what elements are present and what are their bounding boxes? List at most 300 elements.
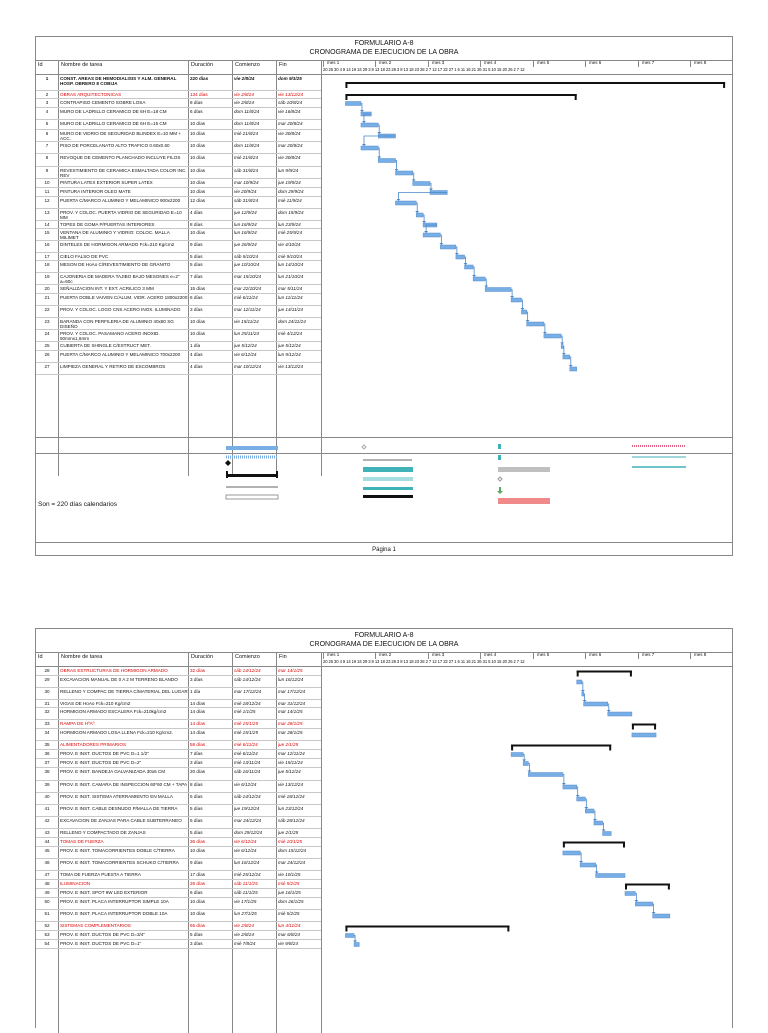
timeline-month-label: mes 7: [642, 60, 655, 65]
cell-name: PROV. Y COLOC. LOGO CNS ACERO INOX. ILUMINADO: [60, 307, 181, 312]
cell-id: 38: [44, 769, 50, 774]
cell-start: vie 2/8/24: [234, 76, 255, 81]
cell-end: vie 10/1/25: [278, 872, 301, 877]
cell-name: PINTURA INTERIOR OLEO MATE: [60, 189, 131, 194]
cell-dur: 17 días: [190, 872, 206, 877]
cell-start: mié 1/1/25: [234, 709, 256, 714]
cell-end: jue 14/11/24: [278, 307, 303, 312]
cell-start: mar 10/9/24: [234, 180, 259, 185]
cell-name: HORMIGON ARMADO ESCALERA Fck=210kg/cm2: [60, 709, 167, 714]
timeline-month-label: mes 5: [537, 652, 550, 657]
timeline-month-label: mes 8: [694, 652, 707, 657]
page-footer: Página 1: [372, 547, 396, 553]
cell-end: dom 24/11/24: [278, 319, 306, 324]
gantt-chart-area: [36, 629, 734, 1029]
task-bar: [585, 809, 594, 813]
cell-id: 42: [44, 818, 50, 823]
legend-note: Son = 220 días calendarios: [38, 501, 117, 508]
summary-bar-end: [511, 745, 513, 751]
cell-id: 1: [45, 76, 49, 81]
cell-start: mié 21/8/24: [234, 131, 259, 136]
cell-end: dom 15/9/24: [278, 210, 304, 215]
cell-dur: 10 días: [190, 911, 206, 916]
header-end: Fin: [279, 654, 287, 660]
legend: [36, 37, 734, 557]
summary-bar-end: [625, 884, 627, 890]
legend-duration-only: [363, 477, 413, 481]
cell-dur: 4 días: [190, 364, 203, 369]
cell-id: 30: [44, 689, 50, 694]
cell-end: mar 5/11/24: [278, 286, 303, 291]
cell-dur: 14 días: [190, 701, 206, 706]
cell-id: 24: [44, 331, 50, 336]
header-name: Nombre de tarea: [61, 654, 103, 660]
cell-start: mié 13/11/24: [234, 760, 261, 765]
task-bar: [582, 692, 584, 696]
cell-id: 10: [44, 180, 50, 185]
dependency-arrow: [602, 830, 606, 832]
task-bar: [563, 785, 577, 789]
cell-id: 53: [44, 932, 50, 937]
legend-inactive-milestone: [362, 445, 366, 449]
cell-start: lun 16/12/24: [234, 860, 260, 865]
cell-name: DINTELES DE HORMIGON ARMADO Fck=210 Kg/cm2: [60, 242, 175, 247]
cell-name: EXCAVACION MANUAL DE 0 A 2 M TERRENO BLANDO: [60, 677, 178, 682]
cell-dur: 14 días: [190, 709, 206, 714]
cell-start: lun 16/9/24: [234, 222, 257, 227]
cell-end: lun 14/10/24: [278, 262, 304, 267]
cell-name: TOMA DE FUERZA PUESTA A TIERRA: [60, 872, 141, 877]
cell-name: PROV. E INST. SISTEMA ATERRAMIENTO EN MALLA: [60, 794, 173, 799]
cell-name: PROV. Y COLOC. PUERTA VIDRIO DE SEGURIDAD E=10 MM: [60, 210, 182, 221]
cell-start: mié 7/8/24: [234, 941, 256, 946]
cell-id: 50: [44, 899, 50, 904]
cell-name: PROV. E INST. CABLE DESNUDO P/MALLA DE TIERRA: [60, 806, 178, 811]
cell-id: 5: [45, 121, 49, 126]
cell-id: 28: [44, 668, 50, 673]
cell-dur: 3 días: [190, 307, 203, 312]
cell-end: jue 16/1/25: [278, 890, 301, 895]
cell-start: sáb 14/12/24: [234, 794, 261, 799]
cell-dur: 9 días: [190, 242, 203, 247]
cell-id: 9: [45, 168, 49, 173]
cell-end: vie 13/12/24: [278, 92, 304, 97]
cell-name: ALIMENTADORES PRIMARIOS: [60, 742, 127, 747]
cell-end: mié 18/12/24: [278, 794, 305, 799]
cell-dur: 36 días: [190, 839, 206, 844]
cell-id: 33: [44, 721, 50, 726]
dependency-arrow: [583, 700, 587, 702]
summary-bar: [632, 724, 656, 726]
cell-id: 23: [44, 319, 50, 324]
cell-id: 6: [45, 131, 49, 136]
cell-start: mar 17/12/24: [234, 689, 262, 694]
cell-start: mié 18/12/24: [234, 701, 261, 706]
cell-dur: 3 días: [190, 941, 203, 946]
task-bar: [608, 712, 632, 716]
cell-id: 49: [44, 890, 50, 895]
timeline-month-label: mes 4: [484, 652, 497, 657]
cell-end: sáb 28/12/24: [278, 818, 305, 823]
cell-name: PROV. E INST. DUCTOS DE PVC D=1": [60, 941, 142, 946]
dependency-arrow: [607, 710, 611, 712]
cell-id: 51: [44, 911, 50, 916]
cell-name: MURO DE LADRILLO CERAMICO DE 6H E=15 CM: [60, 121, 167, 126]
cell-name: PROV. Y COLOC. PASAMANO ACERO INOXID. 50mmx1,6mm: [60, 331, 160, 342]
legend-manual-summary: [363, 495, 413, 498]
cell-dur: 3 días: [190, 677, 203, 682]
cell-end: mar 28/1/25: [278, 721, 303, 726]
cell-id: 32: [44, 709, 50, 714]
cell-id: 48: [44, 881, 50, 886]
gantt-page-1: [35, 36, 733, 556]
cell-id: 46: [44, 860, 50, 865]
legend-deadline-icon: [497, 487, 503, 494]
cell-name: MURO DE VIDRIO DE SEGURIDAD BLINDEX E=10 MM + ACC.: [60, 131, 181, 142]
cell-start: jue 26/9/24: [234, 242, 257, 247]
cell-dur: 6 días: [190, 890, 203, 895]
gantt-page-2: [35, 628, 733, 1028]
cell-start: dom 11/8/24: [234, 121, 260, 126]
cell-dur: 9 días: [190, 860, 203, 865]
cell-end: jue 5/12/24: [278, 769, 301, 774]
legend-milestone: [225, 460, 231, 466]
summary-bar-end: [507, 926, 509, 932]
cell-id: 16: [44, 242, 50, 247]
cell-id: 15: [44, 230, 50, 235]
cell-start: mié 25/12/24: [234, 872, 261, 877]
cell-start: sáb 14/12/24: [234, 668, 261, 673]
cell-dur: 6 días: [190, 295, 203, 300]
cell-dur: 8 días: [190, 782, 203, 787]
cell-start: mar 15/10/24: [234, 274, 262, 279]
legend-inactive-task: [226, 495, 278, 499]
cell-start: dom 11/8/24: [234, 109, 260, 114]
cell-end: mar 12/11/24: [278, 751, 305, 756]
summary-bar-end: [630, 671, 632, 677]
task-bar: [577, 680, 582, 684]
cell-name: PROV. E INST. DUCTOS DE PVC D=1 1/2": [60, 751, 149, 756]
cell-end: vie 30/8/24: [278, 155, 301, 160]
cell-name: PROV. E INST. PLACA INTERRUPTOR SIMPLE 10A: [60, 899, 169, 904]
cell-dur: 8 días: [190, 222, 203, 227]
cell-id: 4: [45, 109, 49, 114]
cell-dur: 8 días: [190, 100, 203, 105]
cell-start: mié 21/8/24: [234, 155, 259, 160]
cell-name: REVESTIMIENTO DE CERAMICA ESMALTADA COLOR INC. REV: [60, 168, 187, 179]
cell-name: VIGAS DE HoAo Fck=210 Kg/cm2: [60, 701, 131, 706]
cell-start: sáb 11/1/25: [234, 881, 258, 886]
cell-name: TOPES DE GOMA P/PUERTAS INTERIORES: [60, 222, 155, 227]
cell-id: 37: [44, 760, 50, 765]
cell-dur: 14 días: [190, 721, 206, 726]
cell-name: CONST. AREAS DE HEMODIALISIS Y ALM. GENERAL HOSP. OBRERO 8 COBIJA: [60, 76, 177, 87]
cell-start: sáb 31/8/24: [234, 168, 259, 173]
timeline-month-label: mes 5: [537, 60, 550, 65]
cell-name: PISO DE PORCELANATO ALTO TRAFICO 0.60x0.60: [60, 143, 170, 148]
cell-end: vie 9/8/24: [278, 941, 298, 946]
cell-start: vie 17/1/25: [234, 899, 257, 904]
cell-end: lun 21/10/24: [278, 274, 304, 279]
timeline-month-label: mes 1: [327, 60, 340, 65]
cell-dur: 3 días: [190, 760, 203, 765]
cell-dur: 10 días: [190, 143, 206, 148]
cell-dur: 10 días: [190, 319, 206, 324]
cell-start: sáb 31/8/24: [234, 198, 259, 203]
cell-dur: 10 días: [190, 331, 206, 336]
cell-start: vie 6/12/24: [234, 848, 257, 853]
timeline-month-label: mes 2: [379, 60, 392, 65]
legend-critical: [498, 498, 550, 504]
cell-start: lun 27/1/25: [234, 911, 257, 916]
cell-end: mar 14/1/25: [278, 709, 303, 714]
cell-dur: 5 días: [190, 932, 203, 937]
cell-start: dom 11/8/24: [234, 143, 260, 148]
cell-start: vie 2/8/24: [234, 932, 254, 937]
cell-dur: 10 días: [190, 899, 206, 904]
cell-start: sáb 14/12/24: [234, 677, 261, 682]
header-name: Nombre de tarea: [61, 62, 103, 68]
cell-id: 34: [44, 730, 50, 735]
cell-end: lun 9/9/24: [278, 168, 299, 173]
cell-name: PROV. E INST. TOMACORRIENTES SCHUKO C/TIERRA: [60, 860, 179, 865]
cell-dur: 10 días: [190, 131, 206, 136]
summary-bar: [563, 842, 625, 844]
cell-start: sáb 16/11/24: [234, 769, 261, 774]
cell-end: mar 20/8/24: [278, 121, 303, 126]
cell-end: vie 16/8/24: [278, 109, 301, 114]
cell-end: mié 11/9/24: [278, 198, 302, 203]
cell-start: jue 5/12/24: [234, 343, 257, 348]
cell-id: 45: [44, 848, 50, 853]
cell-id: 11: [44, 189, 50, 194]
cell-dur: 5 días: [190, 830, 203, 835]
legend-summary: [226, 474, 278, 477]
timeline-days: 20 25 30 4 9 14 19 24 29 3 8 13 18 23 28 3 8 13 18 23 28 2 7 12 17 22 27 1 6 11 16 21 26 31 5 10 15 20 25 2 7 12: [323, 67, 525, 72]
timeline-days: 20 25 30 4 9 14 19 24 29 3 8 13 18 23 28 3 8 13 18 23 28 2 7 12 17 22 27 1 6 11 16 21 26 31 5 10 15 20 25 2 7 12: [323, 659, 525, 664]
cell-dur: 15 días: [190, 286, 206, 291]
cell-name: BARANDA CON PERFILERIA DE ALUMINIO 40x80 SG DISEÑO: [60, 319, 174, 330]
cell-id: 18: [44, 262, 50, 267]
cell-start: mar 10/12/24: [234, 364, 262, 369]
task-bar: [596, 874, 625, 878]
cell-end: vie 30/8/24: [278, 131, 301, 136]
cell-name: REVOQUE DE CEMENTO PLANCHADO INCLUYE FILOS: [60, 155, 181, 160]
cell-name: MESON DE HoAo C/REVESTIMIENTO DE GRANITO: [60, 262, 171, 267]
cell-dur: 7 días: [190, 751, 203, 756]
header-start: Comienzo: [235, 62, 260, 68]
cell-dur: 5 días: [190, 262, 203, 267]
cell-id: 2: [45, 92, 49, 97]
summary-bar: [625, 884, 670, 886]
cell-name: CUBIERTA DE SHINGLE C/ESTRUCT MET.: [60, 343, 151, 348]
cell-end: mar 17/12/24: [278, 689, 306, 694]
cell-start: vie 2/8/24: [234, 92, 254, 97]
header-duration: Duración: [191, 62, 214, 68]
summary-bar: [345, 926, 509, 928]
cell-dur: 5 días: [190, 794, 203, 799]
cell-name: PROV. E INST. DUCTOS DE PVC D=2": [60, 760, 142, 765]
cell-end: jue 2/1/25: [278, 742, 299, 747]
cell-name: MURO DE LADRILLO CERAMICO DE 6H E=18 CM: [60, 109, 167, 114]
cell-name: VENTANA DE ALUMINIO Y VIDRIO: COLOC. MALLA MILIMET: [60, 230, 170, 241]
cell-end: mié 5/2/25: [278, 911, 300, 916]
header-id: Id: [38, 654, 43, 660]
cell-end: dom 9/3/25: [278, 76, 302, 81]
cell-end: sáb 10/8/24: [278, 100, 303, 105]
timeline-month-label: mes 6: [589, 60, 602, 65]
task-bar: [594, 821, 603, 825]
task-bar: [603, 832, 612, 836]
cell-dur: 26 días: [190, 881, 206, 886]
cell-id: 20: [44, 286, 50, 291]
cell-name: LIMPIEZA GENERAL Y RETIRO DE ESCOMBROS: [60, 364, 166, 369]
dependency-arrow: [584, 807, 588, 809]
cell-end: dom 15/12/24: [278, 848, 307, 853]
task-bar: [653, 914, 670, 918]
cell-end: jue 2/1/25: [278, 830, 299, 835]
cell-end: lun 16/12/24: [278, 677, 304, 682]
cell-dur: 10 días: [190, 848, 206, 853]
dependency-arrow: [562, 783, 566, 785]
header-end: Fin: [279, 62, 287, 68]
timeline-month-label: mes 4: [484, 60, 497, 65]
cell-start: vie 2/8/24: [234, 100, 254, 105]
cell-dur: 5 días: [190, 254, 203, 259]
form-title: FORMULARIO A-8: [354, 40, 414, 47]
cell-dur: 32 días: [190, 668, 206, 673]
cell-start: jue 12/9/24: [234, 210, 257, 215]
cell-name: PUERTA C/MARCO ALUMINIO Y MELAMINICO 700x2200: [60, 352, 181, 357]
cell-dur: 10 días: [190, 189, 206, 194]
dependency-arrow: [579, 861, 583, 863]
cell-name: SISTEMAS COMPLEMENTARIOS: [60, 923, 131, 928]
cell-name: RAMPA DE HºAº: [60, 721, 95, 726]
dependency-arrow: [634, 900, 638, 902]
cell-name: OBRAS ARQUITECTONICAS: [60, 92, 122, 97]
cell-start: dom 29/12/24: [234, 830, 263, 835]
cell-start: vie 2/8/24: [234, 923, 254, 928]
cell-dur: 10 días: [190, 180, 206, 185]
cell-dur: 10 días: [190, 121, 206, 126]
dependency-arrow: [652, 912, 656, 914]
timeline-month-label: mes 2: [379, 652, 392, 657]
cell-dur: 1 día: [190, 689, 201, 694]
summary-bar: [511, 745, 611, 747]
task-bar: [345, 934, 354, 938]
cell-dur: 7 días: [190, 274, 203, 279]
form-subtitle: CRONOGRAMA DE EJECUCION DE LA OBRA: [309, 641, 459, 648]
task-bar: [577, 797, 586, 801]
cell-dur: 1 día: [190, 343, 201, 348]
cell-id: 35: [44, 742, 50, 747]
summary-bar-end: [654, 724, 656, 730]
cell-start: jue 10/10/24: [234, 262, 260, 267]
cell-id: 36: [44, 751, 50, 756]
cell-dur: 5 días: [190, 806, 203, 811]
cell-end: lun 23/12/24: [278, 806, 304, 811]
cell-id: 17: [44, 254, 50, 259]
cell-end: vie 15/11/24: [278, 760, 303, 765]
cell-end: dom 26/1/25: [278, 899, 304, 904]
cell-start: vie 15/11/24: [234, 319, 259, 324]
cell-end: mié 5/2/25: [278, 881, 300, 886]
task-bar: [563, 851, 580, 855]
cell-start: mié 6/11/24: [234, 751, 258, 756]
cell-name: CAJONERIA DE MADERA TAJIBO BAJO MESONES e=2" a=60c: [60, 274, 180, 285]
legend-external-tasks: [498, 467, 550, 472]
task-bar: [635, 902, 652, 906]
cell-name: SEÑALIZACION INT. Y EXT. ACRILICO 3 MM: [60, 286, 154, 291]
cell-end: vie 13/12/24: [278, 782, 304, 787]
cell-start: mar 22/10/24: [234, 286, 262, 291]
summary-bar-end: [577, 671, 579, 677]
dependency-arrow: [522, 760, 526, 762]
cell-dur: 10 días: [190, 230, 206, 235]
cell-id: 39: [44, 782, 50, 787]
dependency-arrow: [353, 941, 357, 943]
cell-id: 12: [44, 198, 50, 203]
cell-end: mar 28/1/25: [278, 730, 303, 735]
cell-name: PROV. E INST. DUCTOS DE PVC D=3/4": [60, 932, 145, 937]
cell-end: vie 4/10/24: [278, 242, 301, 247]
legend-finish-only: [498, 455, 501, 460]
form-title: FORMULARIO A-8: [354, 632, 414, 639]
cell-name: PUERTA C/MARCO ALUMINIO Y MELAMINICO 900x2200: [60, 198, 181, 203]
cell-start: mié 6/11/24: [234, 295, 258, 300]
task-bar: [354, 943, 359, 947]
cell-start: vie 20/9/24: [234, 189, 257, 194]
cell-id: 52: [44, 923, 50, 928]
dependency-arrow: [581, 690, 585, 692]
cell-start: sáb 5/10/24: [234, 254, 259, 259]
cell-name: PUERTA DOBLE VAIVEN C/ALUM. VIDR. ACERO 1800x2200: [60, 295, 188, 300]
cell-name: PROV. E INST. CAMARA DE INSPECCION 60*60 CM + TAPA: [60, 782, 188, 787]
timeline-month-label: mes 6: [589, 652, 602, 657]
timeline-month-label: mes 3: [432, 652, 445, 657]
timeline-month-label: mes 3: [432, 60, 445, 65]
cell-name: OBRAS ESTRUCTURAS DE HORMIGON ARMADO: [60, 668, 168, 673]
cell-dur: 5 días: [190, 818, 203, 823]
cell-start: mié 6/11/24: [234, 742, 258, 747]
form-subtitle: CRONOGRAMA DE EJECUCION DE LA OBRA: [309, 49, 459, 56]
cell-dur: 14 días: [190, 730, 206, 735]
task-bar: [632, 733, 656, 737]
cell-id: 8: [45, 155, 49, 160]
cell-end: mié 4/12/24: [278, 331, 303, 336]
legend-manual-summary-rollup: [363, 487, 413, 490]
summary-bar: [577, 671, 632, 673]
cell-start: mié 15/1/25: [234, 721, 259, 726]
cell-id: 29: [44, 677, 50, 682]
cell-end: lun 11/11/24: [278, 295, 303, 300]
cell-start: mar 24/12/24: [234, 818, 262, 823]
cell-end: lun 23/9/24: [278, 222, 301, 227]
dependency-arrow: [593, 819, 597, 821]
task-bar: [580, 863, 596, 867]
cell-id: 47: [44, 872, 50, 877]
cell-id: 25: [44, 343, 50, 348]
cell-start: mar 12/11/24: [234, 307, 261, 312]
task-bar: [528, 773, 563, 777]
header-id: Id: [38, 62, 43, 68]
cell-start: vie 6/12/24: [234, 782, 257, 787]
cell-end: vie 13/12/24: [278, 364, 304, 369]
cell-end: lun 9/12/24: [278, 352, 301, 357]
cell-end: mar 14/1/25: [278, 668, 303, 673]
cell-id: 7: [45, 143, 49, 148]
cell-end: mié 25/9/24: [278, 230, 303, 235]
